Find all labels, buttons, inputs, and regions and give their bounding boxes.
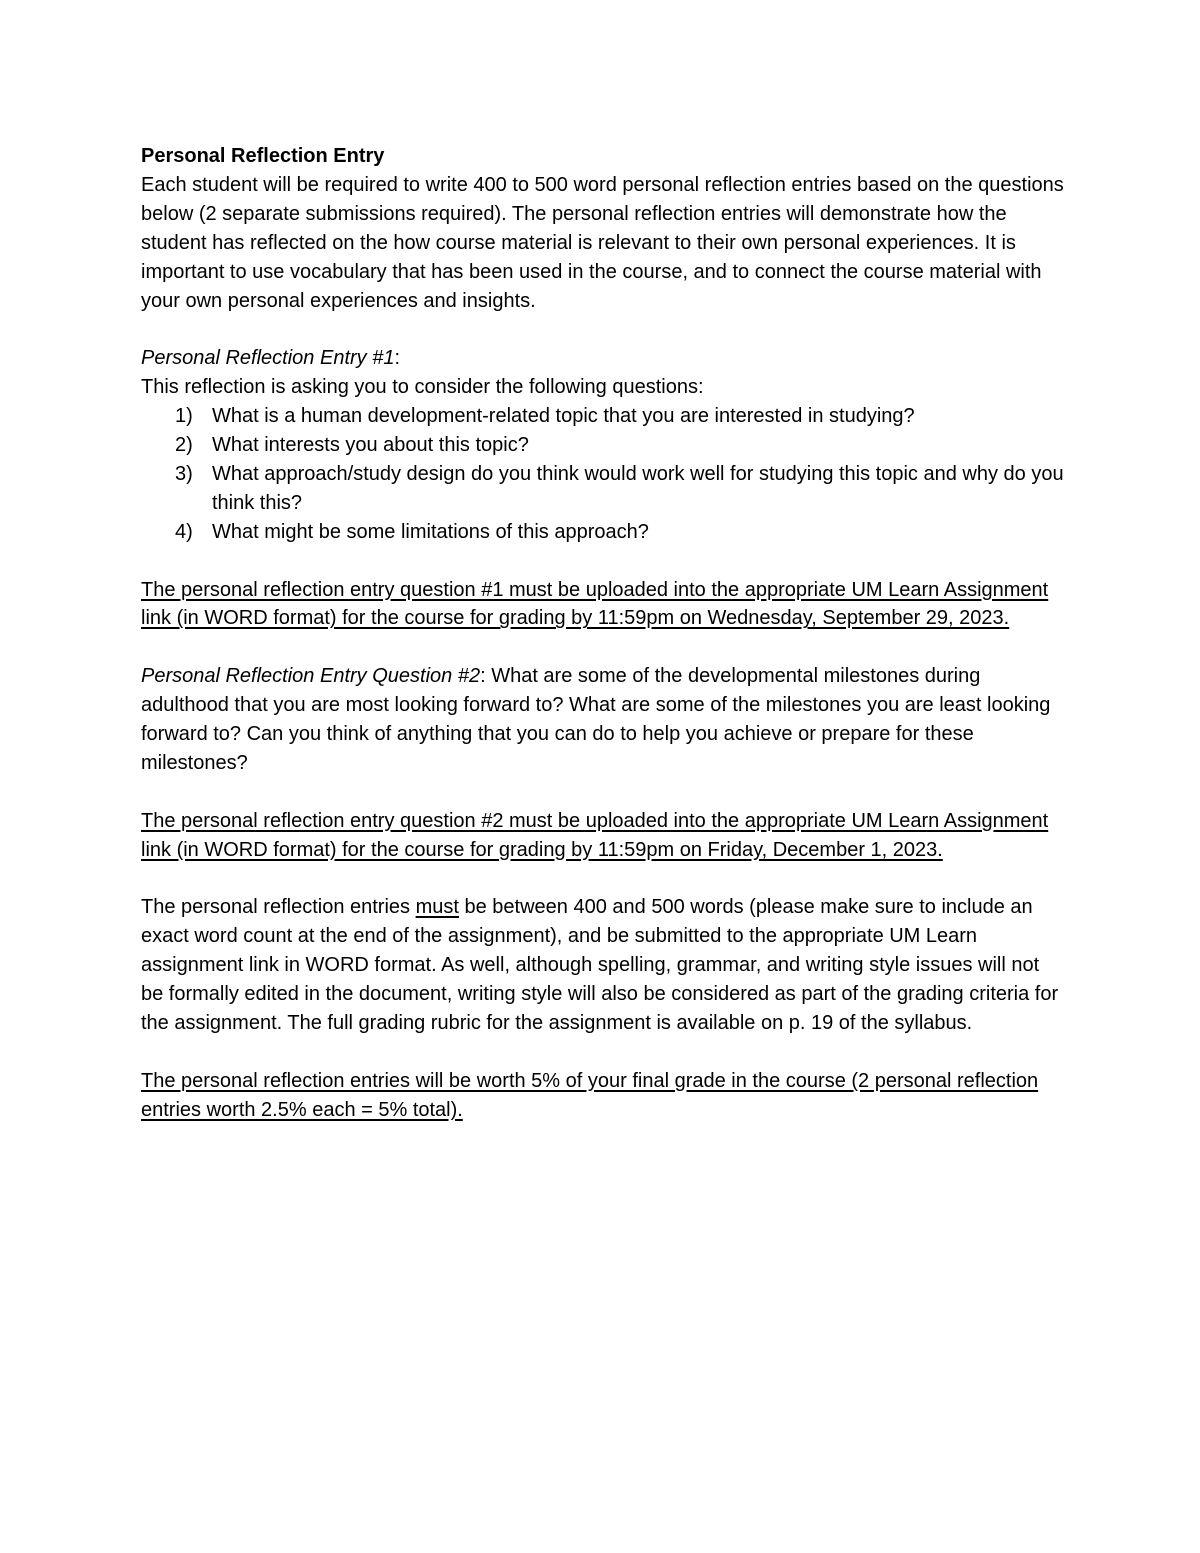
requirements-before: The personal reflection entries [141, 896, 416, 919]
intro-paragraph: Each student will be required to write 400 to 500 word personal reflection entries based on the questions below (2 separate submissions required). The personal reflection entries will demonstrate how the student has reflected on the how course material is relevant to their own personal experiences. It is important to use vocabulary that has been used in the course, and to connect the course material with your own personal experiences and insights. [141, 173, 1064, 312]
grade-worth: The personal reflection entries will be worth 5% of your final grade in the course (2 personal reflection entries worth 2.5% each = 5% total). [141, 1069, 1039, 1121]
entry1-deadline: The personal reflection entry question #1 must be uploaded into the appropriate UM Learn Assignment link (in WORD format) for the course for grading by 11:59pm on Wednesday, September 29, 2023. [141, 578, 1049, 630]
entry1-question-list [141, 402, 1066, 547]
entry1-heading-suffix: : [394, 347, 401, 370]
requirements-emphasis: must [415, 896, 459, 919]
question-text: What approach/study design do you think would work well for studying this topic and why do you think this? [212, 462, 1064, 514]
entry1-heading-line [141, 344, 1066, 373]
entry2-paragraph [141, 662, 1066, 778]
question-text: What interests you about this topic? [212, 434, 529, 457]
question-number: 1) [175, 405, 193, 428]
document-page [141, 142, 1066, 1125]
entry1-lead: This reflection is asking you to consider the following questions: [141, 376, 704, 399]
requirements-paragraph [141, 893, 1066, 1038]
question-item [141, 460, 1066, 518]
requirements-after: be between 400 and 500 words (please make sure to include an exact word count at the end of the assignment), and be submitted to the appropriate UM Learn assignment link in WORD format. As well, although spelling, grammar, and writing style issues will not be formally edited in the document, writing style will also be considered as part of the grading criteria for the assignment. The full grading rubric for the assignment is available on p. 19 of the syllabus. [141, 896, 1059, 1035]
question-number: 4) [175, 520, 193, 543]
question-number: 2) [175, 434, 193, 457]
question-text: What is a human development-related topic that you are interested in studying? [212, 405, 915, 428]
document-title: Personal Reflection Entry [141, 145, 385, 167]
question-number: 3) [175, 462, 193, 485]
question-item [141, 518, 1066, 547]
question-text: What might be some limitations of this approach? [212, 520, 649, 543]
entry2-heading: Personal Reflection Entry Question #2 [141, 665, 481, 688]
question-item [141, 402, 1066, 431]
entry1-heading: Personal Reflection Entry #1 [141, 347, 395, 370]
entry2-deadline: The personal reflection entry question #2 must be uploaded into the appropriate UM Learn Assignment link (in WORD format) for the course for grading by 11:59pm on Friday, December 1, 2023. [141, 809, 1049, 861]
question-item [141, 431, 1066, 460]
entry2-body: : What are some of the developmental milestones during adulthood that you are most looking forward to? What are some of the milestones you are least looking forward to? Can you think of anything that you can do to help you achieve or prepare for these milestones? [141, 665, 1051, 774]
